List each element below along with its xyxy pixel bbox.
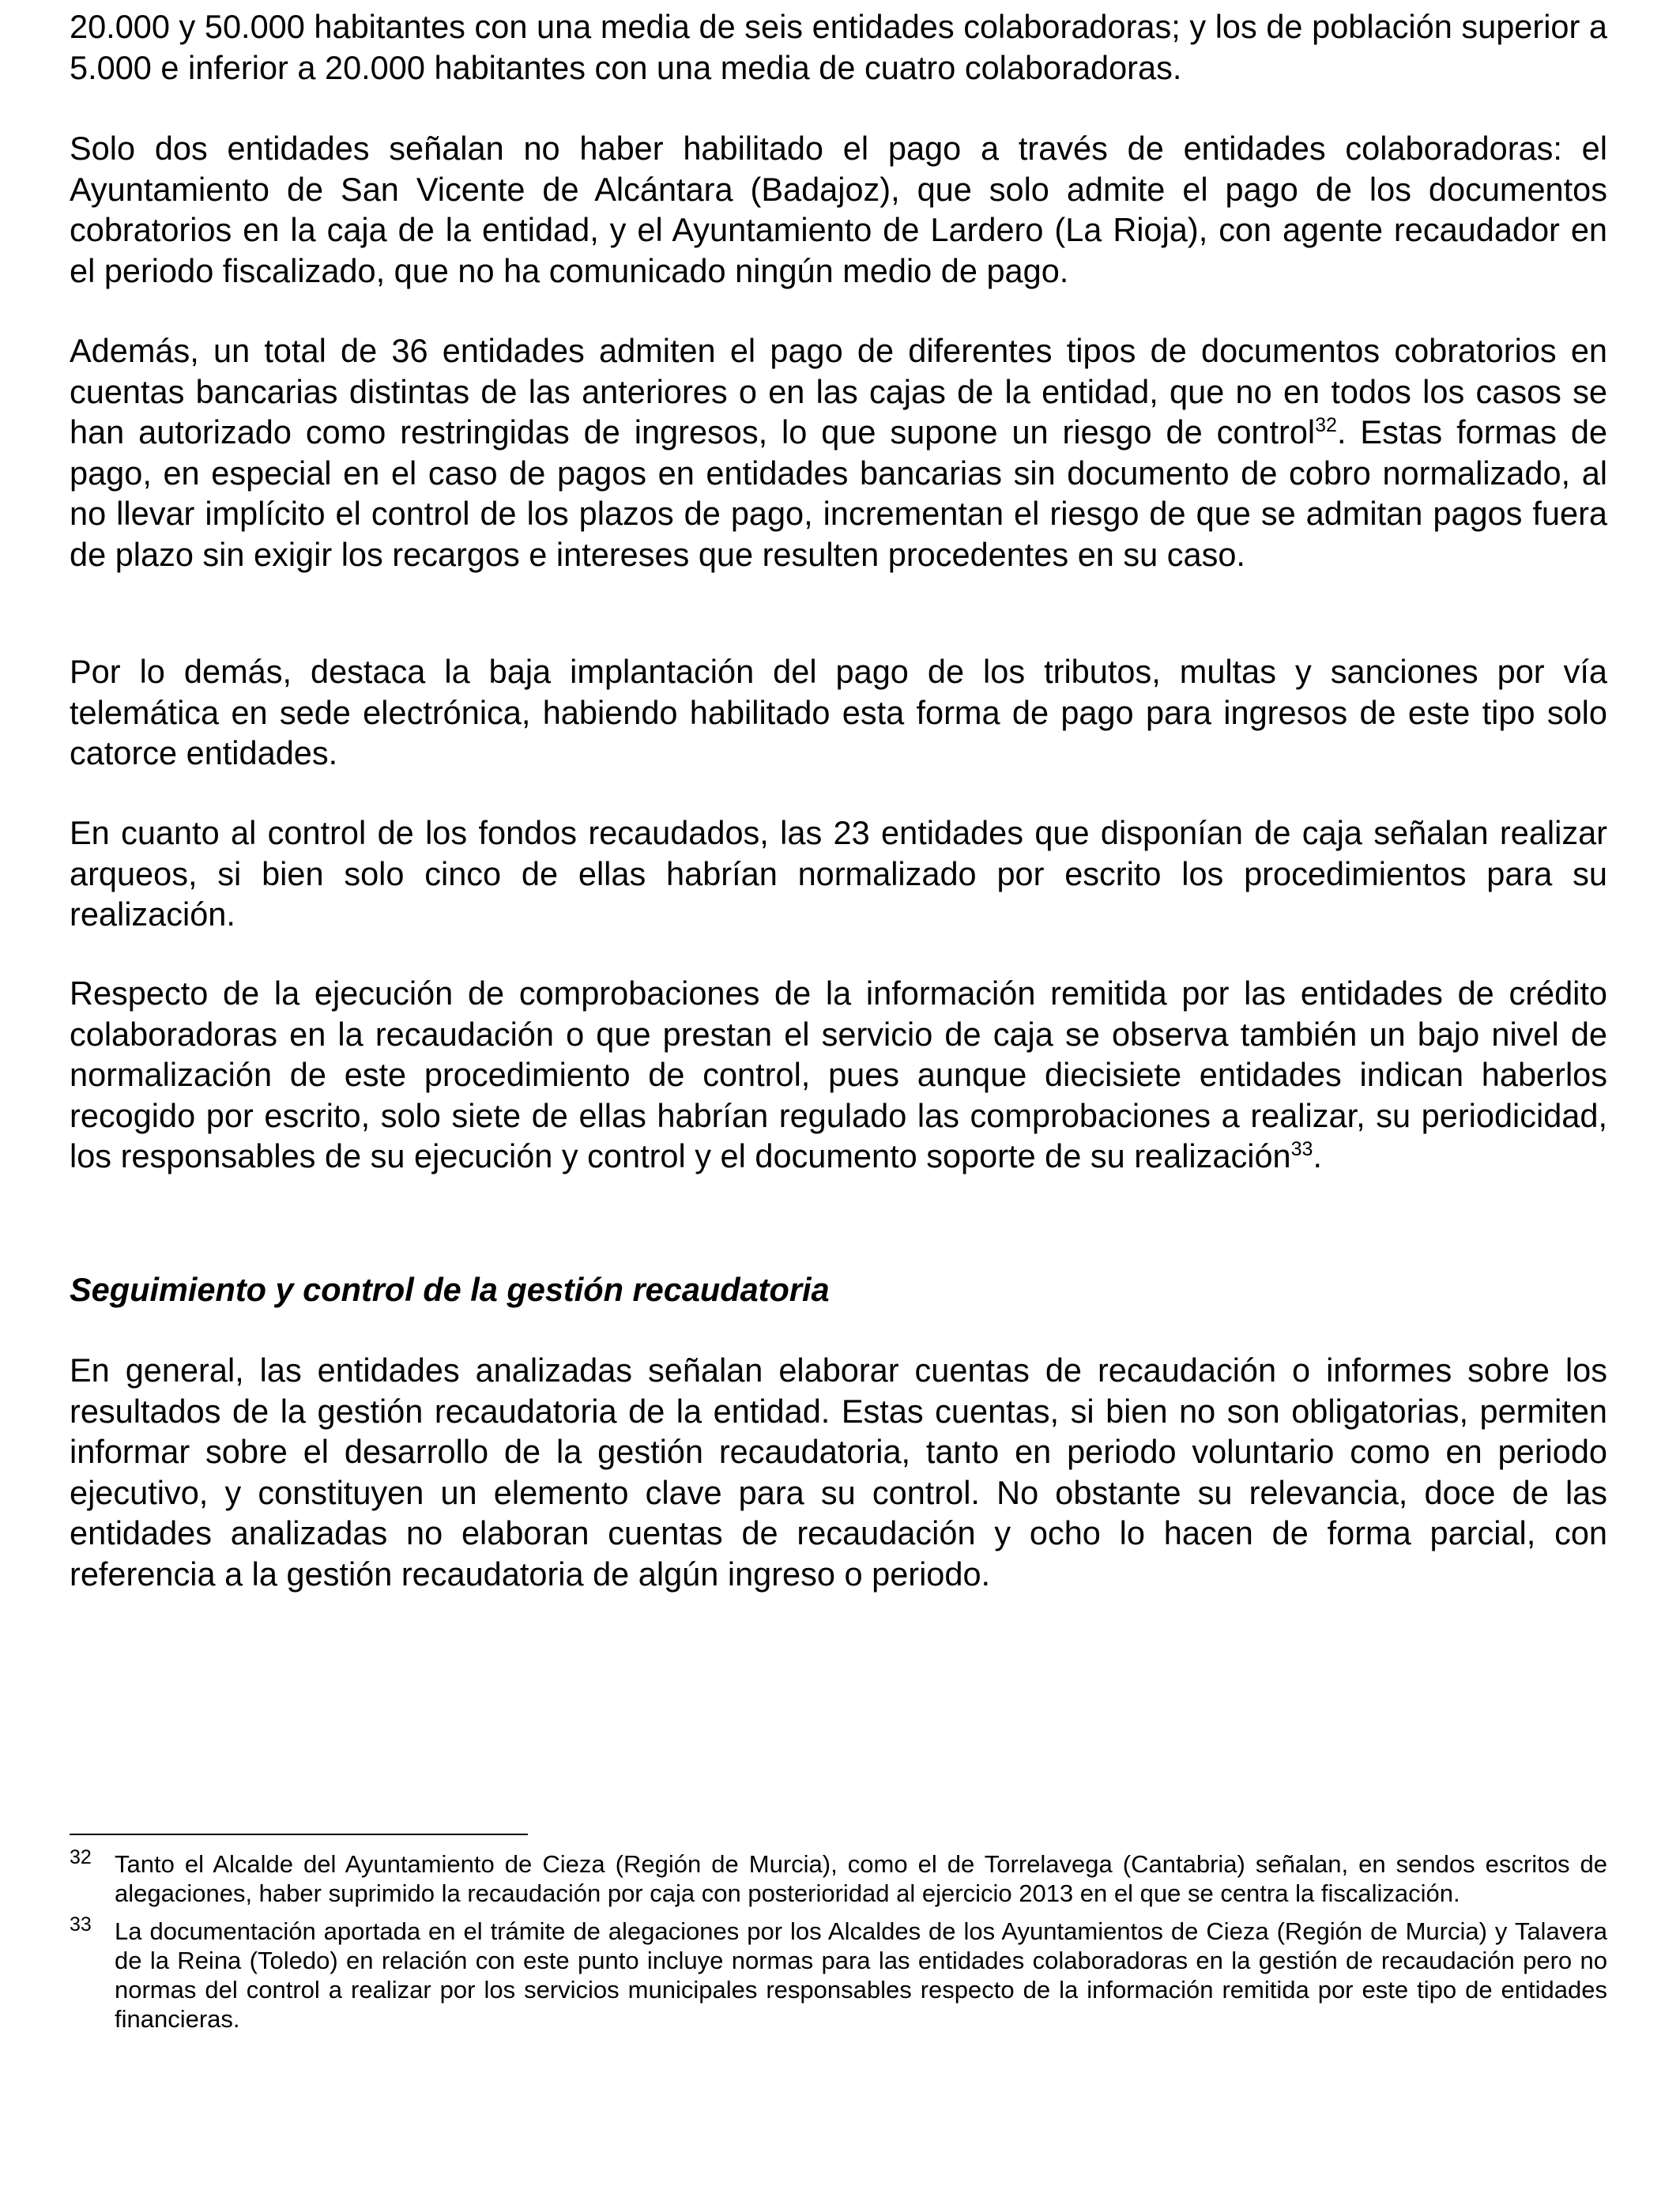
paragraph-population-collaborators: 20.000 y 50.000 habitantes con una media de seis entidades colaboradoras; y los de población superior a 5.000 e inferior a 20.000 habitantes con una media de cuatro colaboradoras. bbox=[70, 8, 1607, 86]
paragraph-funds-control: En cuanto al control de los fondos recaudados, las 23 entidades que disponían de caja señalan realizar arqueos, si bien solo cinco de ellas habrían normalizado por escrito los procedimientos para su realización. bbox=[70, 814, 1607, 933]
paragraph-text-part: Además, un total de 36 entidades admiten el pago de diferentes tipos de documentos cobratorios en cuentas bancarias distintas de las anteriores o en las cajas de la entidad, que no en todos los casos se han autorizado como restringidas de ingresos, lo que supone un riesgo de control bbox=[70, 332, 1607, 450]
paragraph-bank-accounts-risk bbox=[70, 330, 1607, 575]
paragraph-telematic-payment: Por lo demás, destaca la baja implantación del pago de los tributos, multas y sanciones por vía telemática en sede electrónica, habiendo habilitado esta forma de pago para ingresos de este tipo solo catorce entidades. bbox=[70, 653, 1607, 771]
paragraph-text-part: . bbox=[1313, 1137, 1322, 1174]
footnote-ref-32[interactable]: 32 bbox=[1315, 414, 1337, 437]
footnotes bbox=[70, 1846, 1607, 2034]
paragraph-text-part: . Estas formas de pago, en especial en el caso de pagos en entidades bancarias sin documento de cobro normalizado, al no llevar implícito el control de los plazos de pago, incrementan el riesgo de que se admitan pagos fuera de plazo sin exigir los recargos e intereses que resulten procedentes en su caso. bbox=[70, 413, 1607, 573]
footnote-ref-33[interactable]: 33 bbox=[1290, 1138, 1313, 1161]
paragraph-credit-entities-checks bbox=[70, 973, 1607, 1177]
footnote-separator bbox=[70, 1834, 528, 1835]
footnote-text: La documentación aportada en el trámite de alegaciones por los Alcaldes de los Ayuntamientos de Cieza (Región de Murcia) y Talavera de la Reina (Toledo) en relación con este punto incluye normas para las entidades colaboradoras en la gestión de recaudación pero no normas del control a realizar por los servicios municipales responsables respecto de la información remitida por este tipo de entidades financieras. bbox=[115, 1917, 1607, 2033]
footnote-text: Tanto el Alcalde del Ayuntamiento de Cieza (Región de Murcia), como el de Torrelavega (Cantabria) señalan, en sendos escritos de alegaciones, haber suprimido la recaudación por caja con posterioridad al ejercicio 2013 en el que se centra la fiscalización. bbox=[115, 1850, 1607, 1907]
paragraph-no-collaborators: Solo dos entidades señalan no haber habilitado el pago a través de entidades colaboradoras: el Ayuntamiento de San Vicente de Alcántara (Badajoz), que solo admite el pago de los documentos cobratorios en la caja de la entidad, y el Ayuntamiento de Lardero (La Rioja), con agente recaudador en el periodo fiscalizado, que no ha comunicado ningún medio de pago. bbox=[70, 130, 1607, 289]
footnote-number: 32 bbox=[70, 1846, 92, 1868]
footnote-32 bbox=[70, 1846, 1607, 1908]
paragraph-text-part: Respecto de la ejecución de comprobaciones de la información remitida por las entidades de crédito colaboradoras en la recaudación o que prestan el servicio de caja se observa también un bajo nivel de normalización de este procedimiento de control, pues aunque diecisiete entidades indican haberlos recogido por escrito, solo siete de ellas habrían regulado las comprobaciones a realizar, su periodicidad, los responsables de su ejecución y control y el documento soporte de su realización bbox=[70, 974, 1607, 1174]
paragraph-collection-accounts: En general, las entidades analizadas señalan elaborar cuentas de recaudación o informes sobre los resultados de la gestión recaudatoria de la entidad. Estas cuentas, si bien no son obligatorias, permiten informar sobre el desarrollo de la gestión recaudatoria, tanto en periodo voluntario como en periodo ejecutivo, y constituyen un elemento clave para su control. No obstante su relevancia, doce de las entidades analizadas no elaboran cuentas de recaudación y ocho lo hacen de forma parcial, con referencia a la gestión recaudatoria de algún ingreso o periodo. bbox=[70, 1351, 1607, 1593]
section-heading: Seguimiento y control de la gestión recaudatoria bbox=[70, 1271, 830, 1308]
footnote-number: 33 bbox=[70, 1913, 92, 1936]
footnote-33 bbox=[70, 1913, 1607, 2034]
